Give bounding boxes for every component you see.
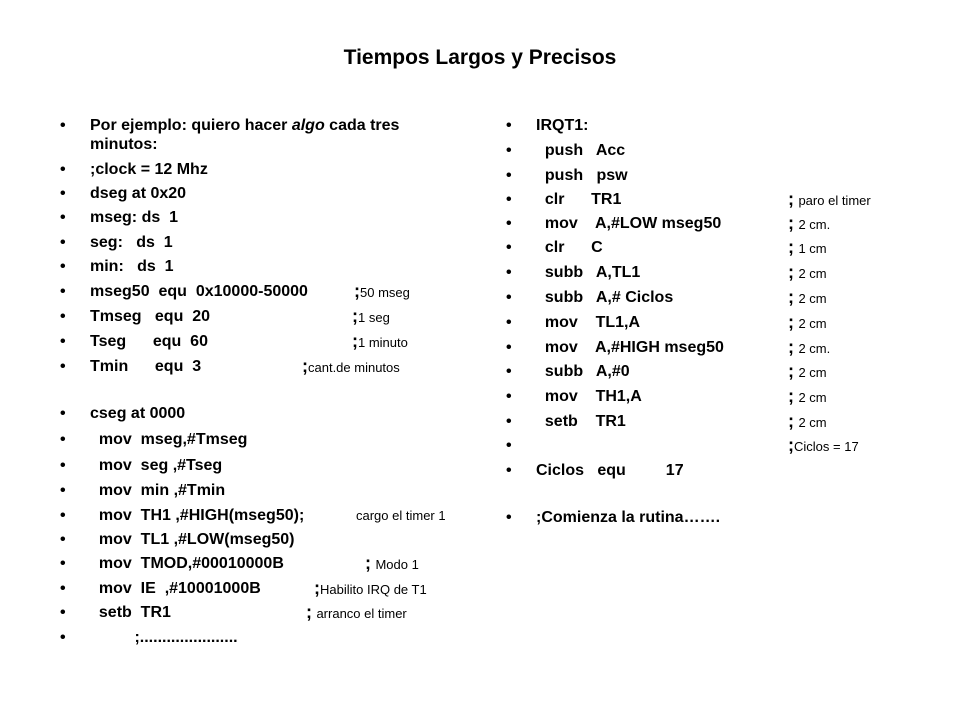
intro-emphasis: algo bbox=[291, 117, 325, 134]
code-line: clr TR1 bbox=[536, 191, 622, 208]
bullet-icon: • bbox=[506, 339, 512, 356]
code-line: clr C bbox=[536, 239, 603, 256]
code-comment: 2 cm bbox=[798, 415, 827, 430]
bullet-icon: • bbox=[60, 482, 66, 499]
code-comment: cant.de minutos bbox=[308, 360, 400, 375]
code-comment: 2 cm bbox=[798, 390, 827, 405]
bullet-icon: • bbox=[506, 142, 512, 159]
code-line: dseg at 0x20 bbox=[90, 185, 187, 202]
code-comment: 50 mseg bbox=[360, 285, 410, 300]
code-line: mov TH1 ,#HIGH(mseg50); bbox=[90, 507, 305, 524]
code-comment: 2 cm bbox=[798, 291, 827, 306]
bullet-icon: • bbox=[506, 509, 512, 526]
code-comment: 1 seg bbox=[358, 310, 390, 325]
code-line: Tmseg equ 20 bbox=[90, 308, 211, 325]
code-line: push Acc bbox=[536, 142, 626, 159]
comment-marker: ; bbox=[788, 435, 794, 455]
comment-marker: ; bbox=[314, 578, 320, 598]
comment-marker: ; bbox=[354, 281, 360, 301]
bullet-icon: • bbox=[506, 413, 512, 430]
comment-marker: ; bbox=[788, 361, 794, 381]
code-line: ;clock = 12 Mhz bbox=[90, 161, 208, 178]
code-line: subb A,#0 bbox=[536, 363, 630, 380]
bullet-icon: • bbox=[60, 283, 66, 300]
code-line: seg: ds 1 bbox=[90, 234, 173, 251]
code-line: mov min ,#Tmin bbox=[90, 482, 226, 499]
code-line: mov TH1,A bbox=[536, 388, 642, 405]
code-comment: 1 minuto bbox=[358, 335, 408, 350]
bullet-icon: • bbox=[60, 431, 66, 448]
code-line: mov mseg,#Tmseg bbox=[90, 431, 248, 448]
code-line: Tmin equ 3 bbox=[90, 358, 202, 375]
comment-marker: ; bbox=[788, 213, 794, 233]
bullet-icon: • bbox=[506, 191, 512, 208]
bullet-icon: • bbox=[506, 239, 512, 256]
code-comment: arranco el timer bbox=[316, 606, 407, 621]
code-comment: 1 cm bbox=[798, 241, 827, 256]
code-line: mov A,#LOW mseg50 bbox=[536, 215, 722, 232]
bullet-icon: • bbox=[506, 388, 512, 405]
bullet-icon: • bbox=[60, 604, 66, 621]
intro-text-line2: minutos: bbox=[90, 136, 158, 153]
code-line: min: ds 1 bbox=[90, 258, 174, 275]
code-line: setb TR1 bbox=[90, 604, 171, 621]
code-line: mov A,#HIGH mseg50 bbox=[536, 339, 724, 356]
comment-marker: ; bbox=[788, 189, 794, 209]
bullet-icon: • bbox=[60, 531, 66, 548]
bullet-icon: • bbox=[506, 264, 512, 281]
code-line: ;...................... bbox=[90, 629, 238, 646]
bullet-icon: • bbox=[506, 437, 512, 454]
comment-marker: ; bbox=[302, 356, 308, 376]
bullet-icon: • bbox=[60, 209, 66, 226]
bullet-icon: • bbox=[60, 580, 66, 597]
bullet-icon: • bbox=[506, 314, 512, 331]
code-comment: cargo el timer 1 bbox=[356, 508, 446, 523]
code-line: mseg50 equ 0x10000-50000 bbox=[90, 283, 308, 300]
bullet-icon: • bbox=[60, 117, 66, 134]
slide-title: Tiempos Largos y Precisos bbox=[343, 46, 617, 69]
code-line: Tseg equ 60 bbox=[90, 333, 208, 350]
code-line: push psw bbox=[536, 167, 628, 184]
comment-marker: ; bbox=[352, 331, 358, 351]
bullet-icon: • bbox=[506, 363, 512, 380]
bullet-icon: • bbox=[60, 555, 66, 572]
code-comment: Habilito IRQ de T1 bbox=[320, 582, 427, 597]
code-line: cseg at 0000 bbox=[90, 405, 186, 422]
bullet-icon: • bbox=[506, 462, 512, 479]
code-comment: 2 cm bbox=[798, 266, 827, 281]
code-comment: 2 cm bbox=[798, 316, 827, 331]
code-line: Ciclos equ 17 bbox=[536, 462, 684, 479]
comment-marker: ; bbox=[352, 306, 358, 326]
comment-marker: ; bbox=[788, 411, 794, 431]
code-comment: 2 cm bbox=[798, 365, 827, 380]
intro-text-end: cada tres bbox=[324, 117, 400, 134]
bullet-icon: • bbox=[60, 161, 66, 178]
bullet-icon: • bbox=[60, 457, 66, 474]
comment-marker: ; bbox=[788, 237, 794, 257]
bullet-icon: • bbox=[60, 185, 66, 202]
bullet-icon: • bbox=[60, 258, 66, 275]
intro-text: Por ejemplo: quiero hacer bbox=[90, 117, 292, 134]
comment-marker: ; bbox=[306, 602, 312, 622]
bullet-icon: • bbox=[506, 289, 512, 306]
code-comment: Modo 1 bbox=[375, 557, 419, 572]
code-line: subb A,# Ciclos bbox=[536, 289, 674, 306]
bullet-icon: • bbox=[506, 167, 512, 184]
code-line: mov TL1 ,#LOW(mseg50) bbox=[90, 531, 295, 548]
code-line: subb A,TL1 bbox=[536, 264, 641, 281]
code-line: mov TL1,A bbox=[536, 314, 641, 331]
bullet-icon: • bbox=[60, 308, 66, 325]
code-line: mov IE ,#10001000B bbox=[90, 580, 261, 597]
comment-marker: ; bbox=[788, 386, 794, 406]
code-comment: 2 cm. bbox=[798, 217, 831, 232]
comment-marker: ; bbox=[788, 287, 794, 307]
code-comment: 2 cm. bbox=[798, 341, 831, 356]
code-line: mov TMOD,#00010000B bbox=[90, 555, 284, 572]
bullet-icon: • bbox=[60, 234, 66, 251]
bullet-icon: • bbox=[60, 333, 66, 350]
comment-marker: ; bbox=[788, 337, 794, 357]
bullet-icon: • bbox=[60, 507, 66, 524]
code-line: setb TR1 bbox=[536, 413, 626, 430]
code-line: ;Comienza la rutina……. bbox=[536, 509, 721, 526]
code-comment: paro el timer bbox=[798, 193, 871, 208]
code-line: mov seg ,#Tseg bbox=[90, 457, 223, 474]
bullet-icon: • bbox=[60, 358, 66, 375]
code-line: IRQT1: bbox=[536, 117, 589, 134]
comment-marker: ; bbox=[365, 553, 371, 573]
comment-marker: ; bbox=[788, 312, 794, 332]
bullet-icon: • bbox=[60, 405, 66, 422]
bullet-icon: • bbox=[506, 215, 512, 232]
bullet-icon: • bbox=[60, 629, 66, 646]
code-line: mseg: ds 1 bbox=[90, 209, 179, 226]
comment-marker: ; bbox=[788, 262, 794, 282]
code-comment: Ciclos = 17 bbox=[794, 439, 859, 454]
bullet-icon: • bbox=[506, 117, 512, 134]
